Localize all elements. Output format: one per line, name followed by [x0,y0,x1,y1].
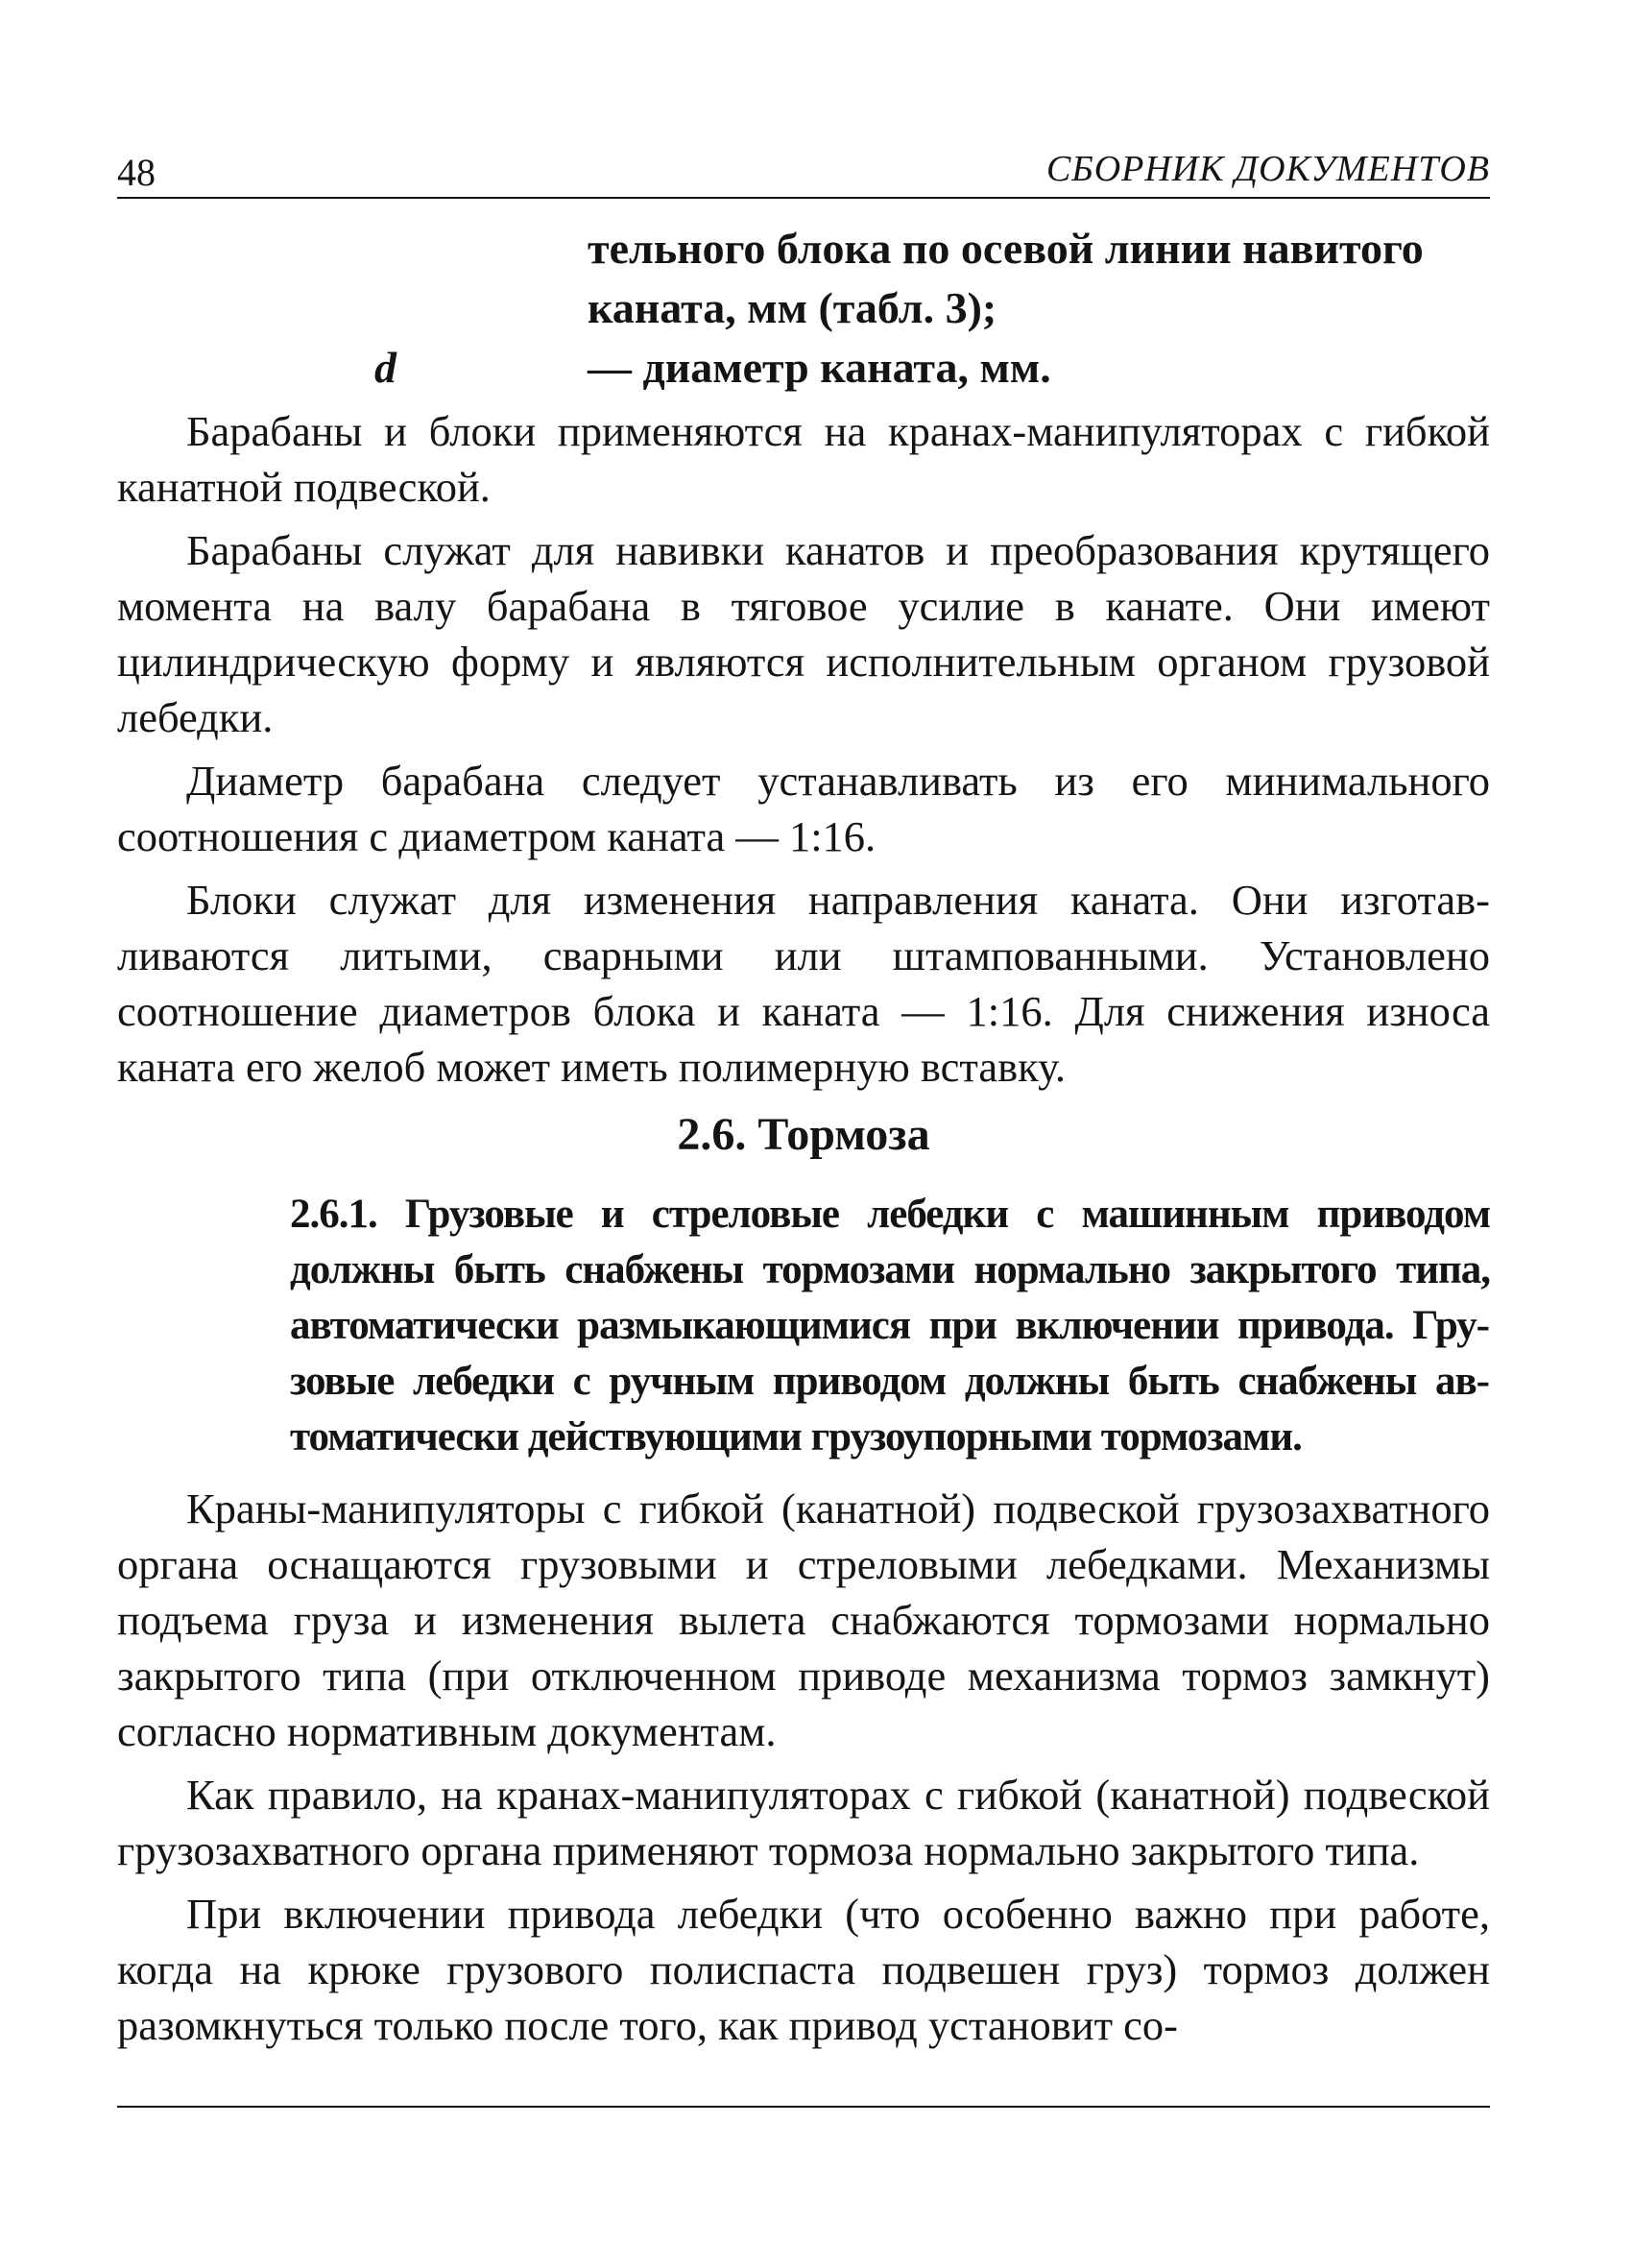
paragraph: При включении привода лебедки (что особенно важно при работе, когда на крюке грузового полиспаста подвешен груз) тормоз должен разомкнуться только после того, как привод установит со- [117,1890,1490,2049]
paragraph: Как правило, на кранах-манипуляторах с гибкой (канатной) подвеской грузозахватного органа применяют тормоза нормально закрытого типа. [117,1771,1490,1874]
paragraph: Краны-манипуляторы с гибкой (канатной) подвеской грузозахватного органа оснащаются грузовыми и стреловыми лебедками. Механизмы подъема груза и изменения вылета снабжаются тормозами нормально закрытого типа (при отключенном приводе механизма тормоз замкнут) согласно нормативным документам. [117,1484,1490,1755]
variable-row [117,219,1490,278]
variable-row-d [117,338,1490,398]
paragraph: Блоки служат для изменения направления каната. Они изготавливаются литыми, сварными или штампованными. Установлено соотношение диаметров блока и каната — 1:16. Для снижения износа каната его желоб может иметь полимерную вставку. [117,876,1490,1091]
variable-description-continued: каната, мм (табл. 3); [588,283,997,332]
variable-symbol-d: d [374,343,396,392]
section-title: 2.6. Тормоза [677,1109,930,1160]
paragraph: Диаметр барабана следует устанавливать из его минимального соотношения с диаметром каната — 1:16. [117,757,1490,860]
variable-definitions [117,219,1490,398]
paragraph: Барабаны и блоки применяются на кранах-манипуляторах с гибкой канатной подвеской. [117,407,1490,511]
variable-description-d: — диаметр каната, мм. [588,343,1051,392]
header-rule [117,197,1490,199]
paragraph: Барабаны служат для навивки канатов и преобразования крутящего момента на валу барабана в тяговое усилие в канате. Они имеют цилиндрическую форму и являются исполнительным органом грузовой лебедки. [117,526,1490,741]
rule-clause-text: 2.6.1. Грузовые и стреловые лебедки с машинным приводом должны быть снабжены тормозами нормально закрытого типа, автоматически размыкающимися при включении привода. Грузовые лебедки с ручным приводом должны быть снабжены автоматически действующими грузоупорными тормозами. [290,1192,1490,1460]
page-header [117,144,1490,198]
body-text-upper [117,403,1490,1102]
variable-row [117,278,1490,338]
variable-description-continued: тельного блока по осевой линии навитого [588,224,1424,273]
page-number: 48 [117,151,156,194]
rule-clause [290,1187,1490,1465]
body-text-lower [117,1481,1490,2061]
footer-rule [117,2106,1490,2108]
running-head: СБОРНИК ДОКУМЕНТОВ [1045,149,1490,189]
